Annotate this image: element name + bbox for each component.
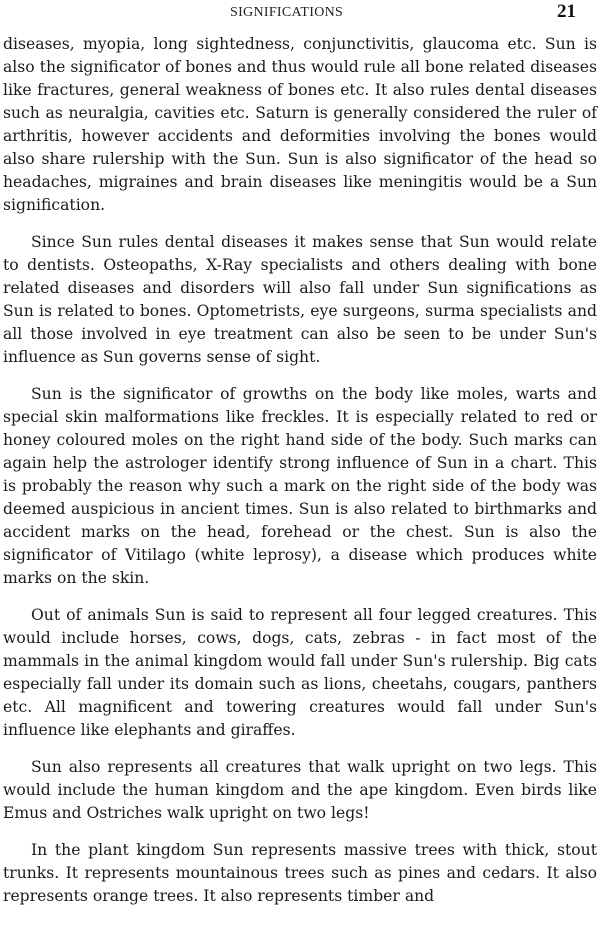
- paragraph-professions: Since Sun rules dental diseases it makes sense that Sun would relate to dentists. Osteopaths, X-Ray specialists and others dealing with bone related diseases and disorders will also fall under Sun significations as Sun is related to bones. Optometrists, eye surgeons, surma specialists and all those involved in eye treatment can also be seen to be under Sun's influence as Sun governs sense of sight.: [3, 233, 597, 366]
- paragraph-two-legged-creatures: Sun also represents all creatures that walk upright on two legs. This would include the human kingdom and the ape kingdom. Even birds like Emus and Ostriches walk upright on two legs!: [3, 758, 597, 822]
- paragraph-four-legged-animals: Out of animals Sun is said to represent all four legged creatures. This would include horses, cows, dogs, cats, zebras - in fact most of the mammals in the animal kingdom would fall under Sun's rulership. Big cats especially fall under its domain such as lions, cheetahs, cougars, panthers etc. All magnificent and towering creatures would fall under Sun's influence like elephants and giraffes.: [3, 606, 597, 739]
- paragraph-skin-marks: Sun is the significator of growths on the body like moles, warts and special skin malformations like freckles. It is especially related to red or honey coloured moles on the right hand side of the body. Such marks can again help the astrologer identify strong influence of Sun in a chart. This is probably the reason why such a mark on the right side of the body was deemed auspicious in ancient times. Sun is also related to birthmarks and accident marks on the head, forehead or the chest. Sun is also the significator of Vitilago (white leprosy), a disease which produces white marks on the skin.: [3, 385, 597, 587]
- paragraph-bone-diseases: diseases, myopia, long sightedness, conjunctivitis, glaucoma etc. Sun is also the significator of bones and thus would rule all bone related diseases like fractures, general weakness of bones etc. It also rules dental diseases such as neuralgia, cavities etc. Saturn is generally considered the ruler of arthritis, however accidents and deformities involving the bones would also share rulership with the Sun. Sun is also significator of the head so headaches, migraines and brain diseases like meningitis would be a Sun signification.: [3, 35, 597, 214]
- body-text: [3, 33, 597, 908]
- paragraph-plant-kingdom: In the plant kingdom Sun represents massive trees with thick, stout trunks. It represents mountainous trees such as pines and cedars. It also represents orange trees. It also represents timber and: [3, 841, 597, 905]
- page-number: 21: [557, 1, 576, 22]
- running-header: [0, 0, 600, 26]
- running-title: SIGNIFICATIONS: [230, 5, 344, 20]
